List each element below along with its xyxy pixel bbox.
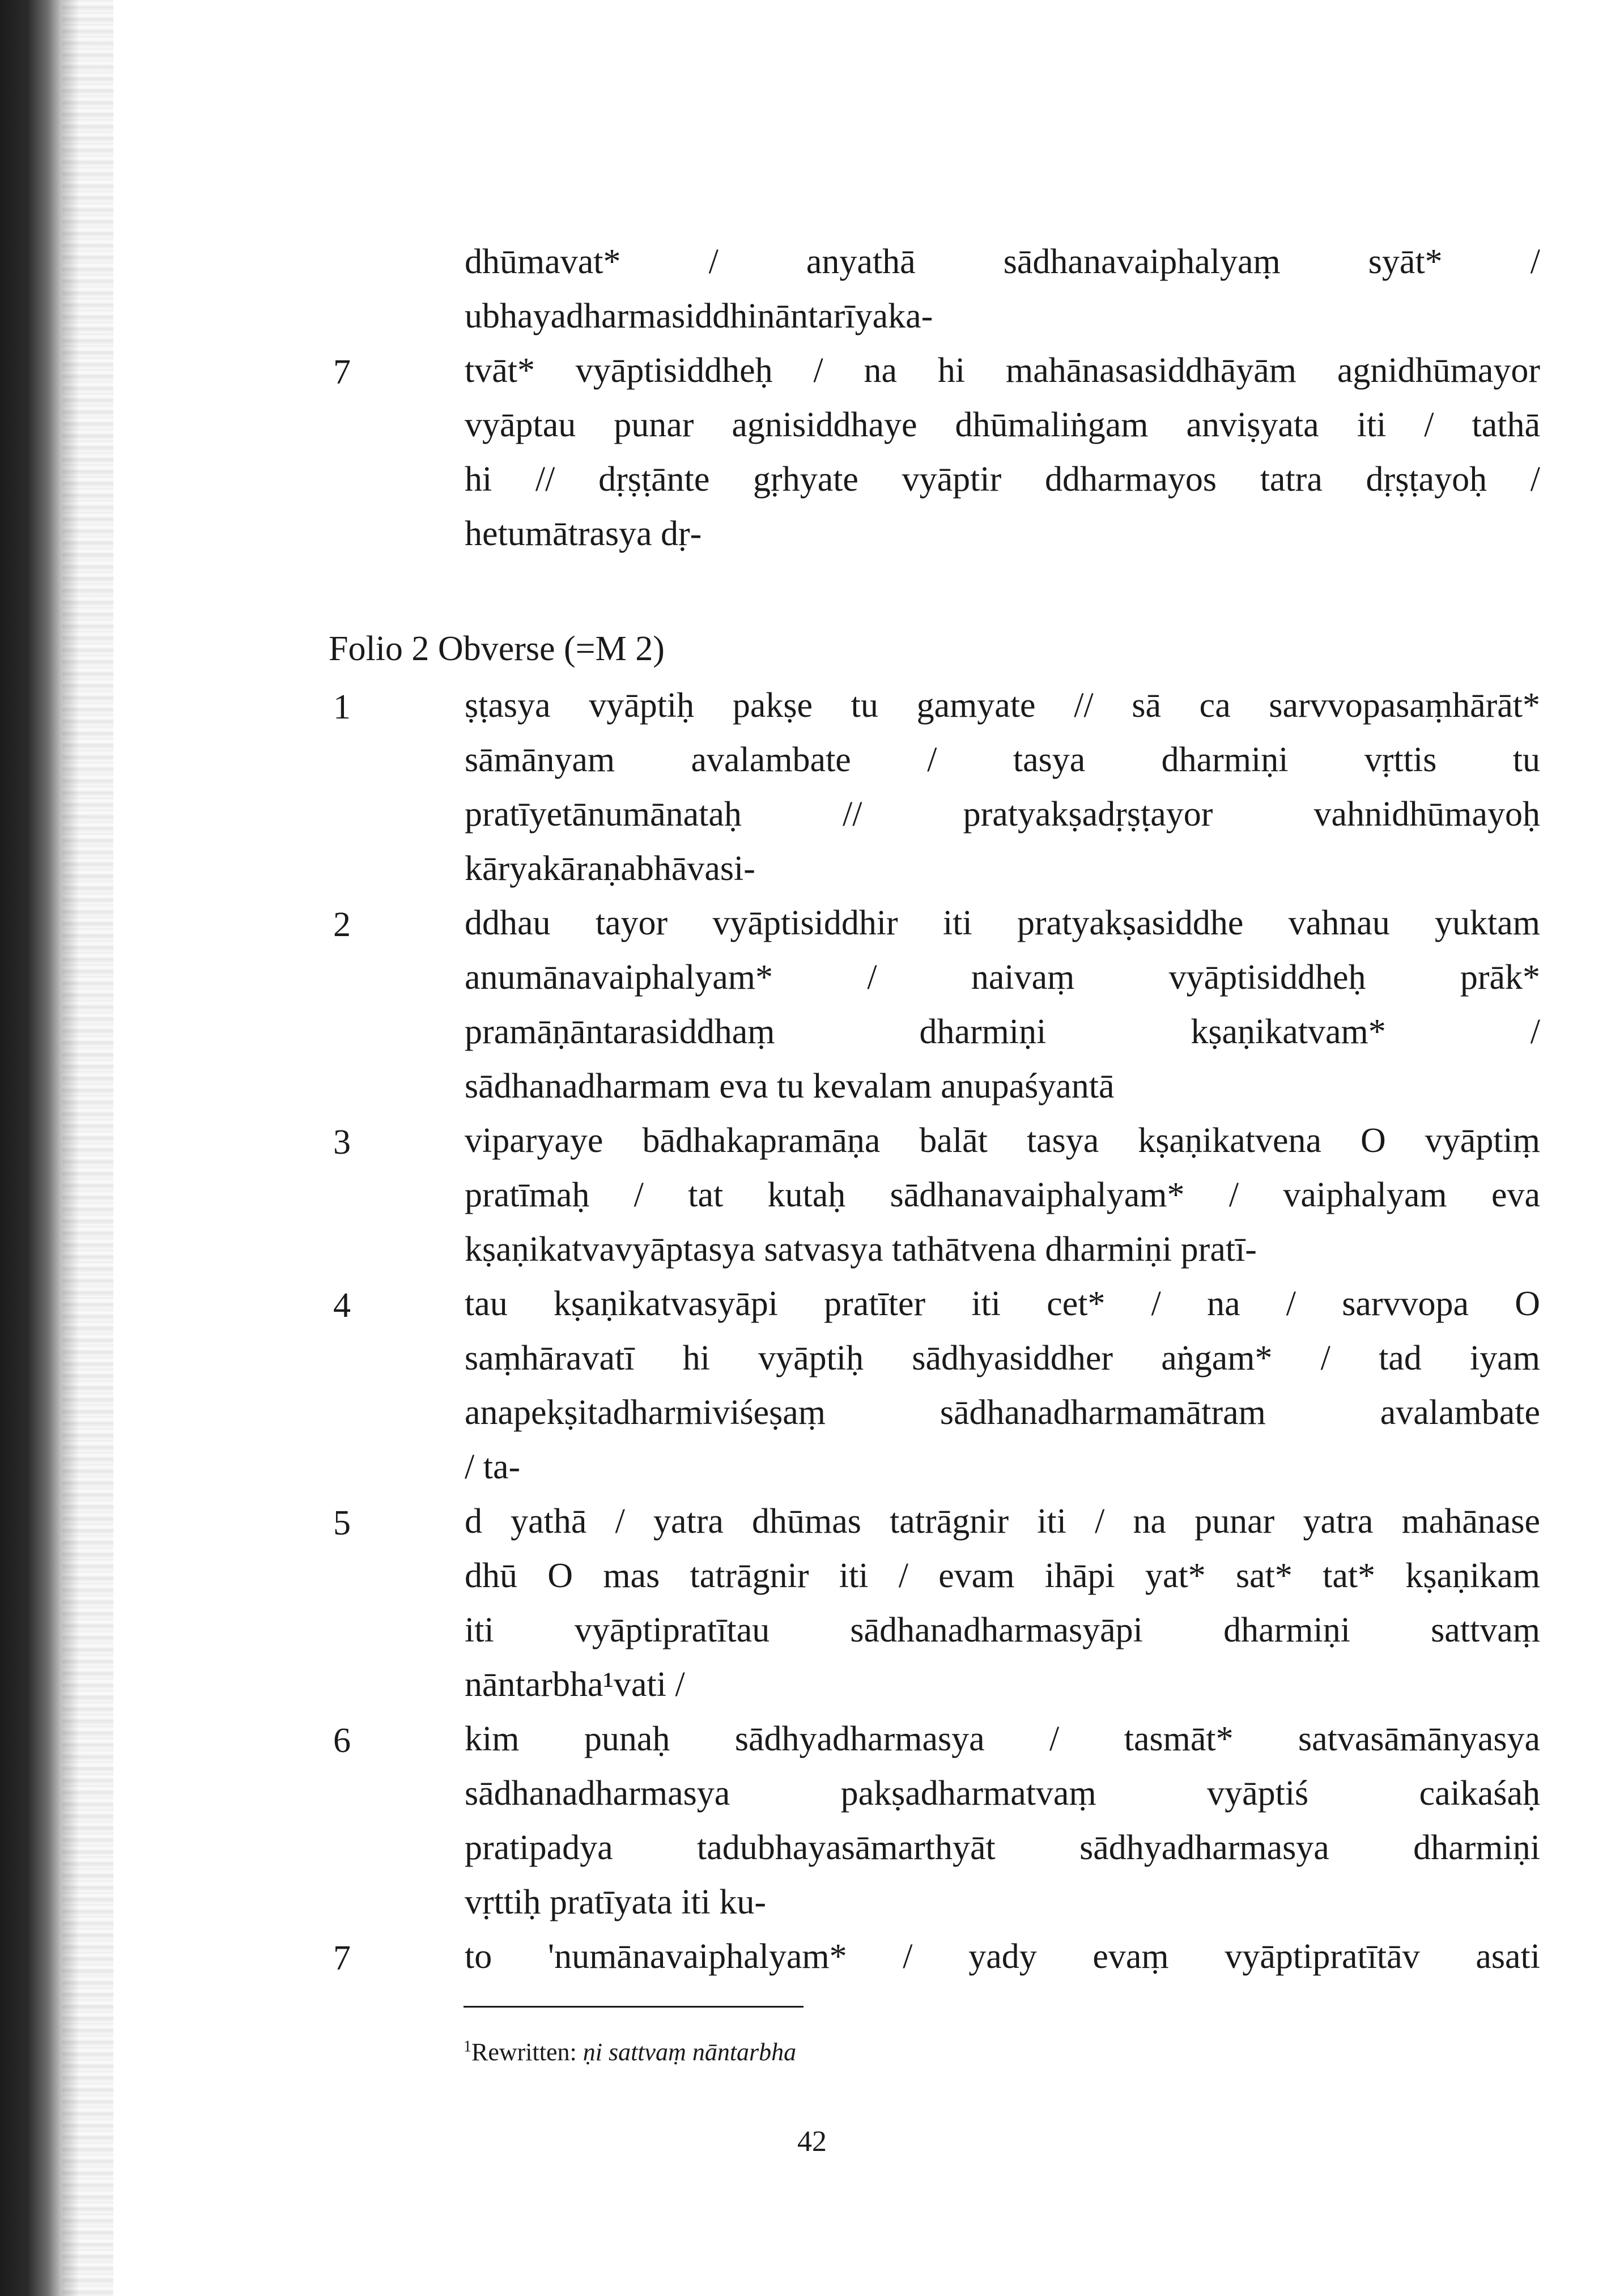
text-line: vyāptau punar agnisiddhaye dhūmaliṅgam anviṣyata iti / tathā — [465, 406, 1540, 444]
line-number: 2 — [333, 905, 351, 944]
footnote-label: Rewritten: — [471, 2038, 577, 2066]
text-line: nāntarbha¹vati / — [465, 1665, 685, 1704]
line-number: 7 — [333, 1939, 351, 1978]
line-number: 4 — [333, 1286, 351, 1325]
text-line: pramāṇāntarasiddhaṃ dharmiṇi kṣaṇikatvam* / — [465, 1013, 1540, 1051]
book-binding-edge — [62, 0, 113, 2296]
text-line: hi // dṛṣṭānte gṛhyate vyāptir ddharmayos tatra dṛṣṭayoḥ / — [465, 460, 1540, 499]
text-line: iti vyāptipratītau sādhanadharmasyāpi dharmiṇi sattvaṃ — [465, 1611, 1540, 1649]
line-number: 6 — [333, 1721, 351, 1760]
text-line: pratīyetānumānataḥ // pratyakṣadṛṣṭayor vahnidhūmayoḥ — [465, 795, 1540, 834]
text-line: to 'numānavaiphalyam* / yady evaṃ vyāptipratītāv asati — [465, 1937, 1540, 1976]
text-line: saṃhāravatī hi vyāptiḥ sādhyasiddher aṅgam* / tad iyam — [465, 1339, 1540, 1377]
footnote-text: ṇi sattvaṃ nāntarbha — [583, 2038, 797, 2066]
text-line: anapekṣitadharmiviśeṣaṃ sādhanadharmamātram avalambate — [465, 1393, 1540, 1432]
text-line: / ta- — [465, 1448, 521, 1486]
text-line: sādhanadharmasya pakṣadharmatvaṃ vyāptiś caikaśaḥ — [465, 1774, 1540, 1813]
text-line: tvāt* vyāptisiddheḥ / na hi mahānasasiddhāyām agnidhūmayor — [465, 351, 1540, 390]
text-line: ṣṭasya vyāptiḥ pakṣe tu gamyate // sā ca sarvvopasaṃhārāt* — [465, 686, 1540, 725]
text-line: kāryakāraṇabhāvasi- — [465, 849, 755, 888]
line-number: 3 — [333, 1123, 351, 1162]
line-number: 5 — [333, 1504, 351, 1542]
text-line: pratipadya tadubhayasāmarthyāt sādhyadharmasya dharmiṇi — [465, 1829, 1540, 1867]
text-line: anumānavaiphalyam* / naivaṃ vyāptisiddheḥ prāk* — [465, 958, 1540, 997]
footnote — [464, 2035, 796, 2069]
text-line: kṣaṇikatvavyāptasya satvasya tathātvena dharmiṇi pratī- — [465, 1230, 1257, 1269]
text-line: sāmānyam avalambate / tasya dharmiṇi vṛttis tu — [465, 741, 1540, 779]
line-number: 7 — [333, 353, 351, 392]
text-line: tau kṣaṇikatvasyāpi pratīter iti cet* / na / sarvvopa O — [465, 1285, 1540, 1323]
page-number: 42 — [797, 2125, 827, 2158]
text-line: hetumātrasya dṛ- — [465, 515, 702, 553]
text-line: kim punaḥ sādhyadharmasya / tasmāt* satvasāmānyasya — [465, 1720, 1540, 1758]
text-line: ubhayadharmasiddhināntarīyaka- — [465, 297, 933, 335]
text-line: d yathā / yatra dhūmas tatrāgnir iti / na punar yatra mahānase — [465, 1502, 1540, 1541]
text-line: dhūmavat* / anyathā sādhanavaiphalyaṃ syāt* / — [465, 243, 1540, 281]
footnote-marker: 1 — [464, 2038, 471, 2056]
text-line: viparyaye bādhakapramāṇa balāt tasya kṣaṇikatvena O vyāptiṃ — [465, 1121, 1540, 1160]
text-line: ddhau tayor vyāptisiddhir iti pratyakṣasiddhe vahnau yuktam — [465, 904, 1540, 942]
text-line: sādhanadharmam eva tu kevalam anupaśyantā — [465, 1067, 1115, 1106]
folio-heading: Folio 2 Obverse (=M 2) — [329, 630, 665, 668]
footnote-rule — [464, 2006, 804, 2008]
line-number: 1 — [333, 688, 351, 726]
text-line: pratīmaḥ / tat kutaḥ sādhanavaiphalyam* / vaiphalyam eva — [465, 1176, 1540, 1214]
text-line: vṛttiḥ pratīyata iti ku- — [465, 1883, 767, 1921]
text-line: dhū O mas tatrāgnir iti / evam ihāpi yat* sat* tat* kṣaṇikam — [465, 1557, 1540, 1595]
